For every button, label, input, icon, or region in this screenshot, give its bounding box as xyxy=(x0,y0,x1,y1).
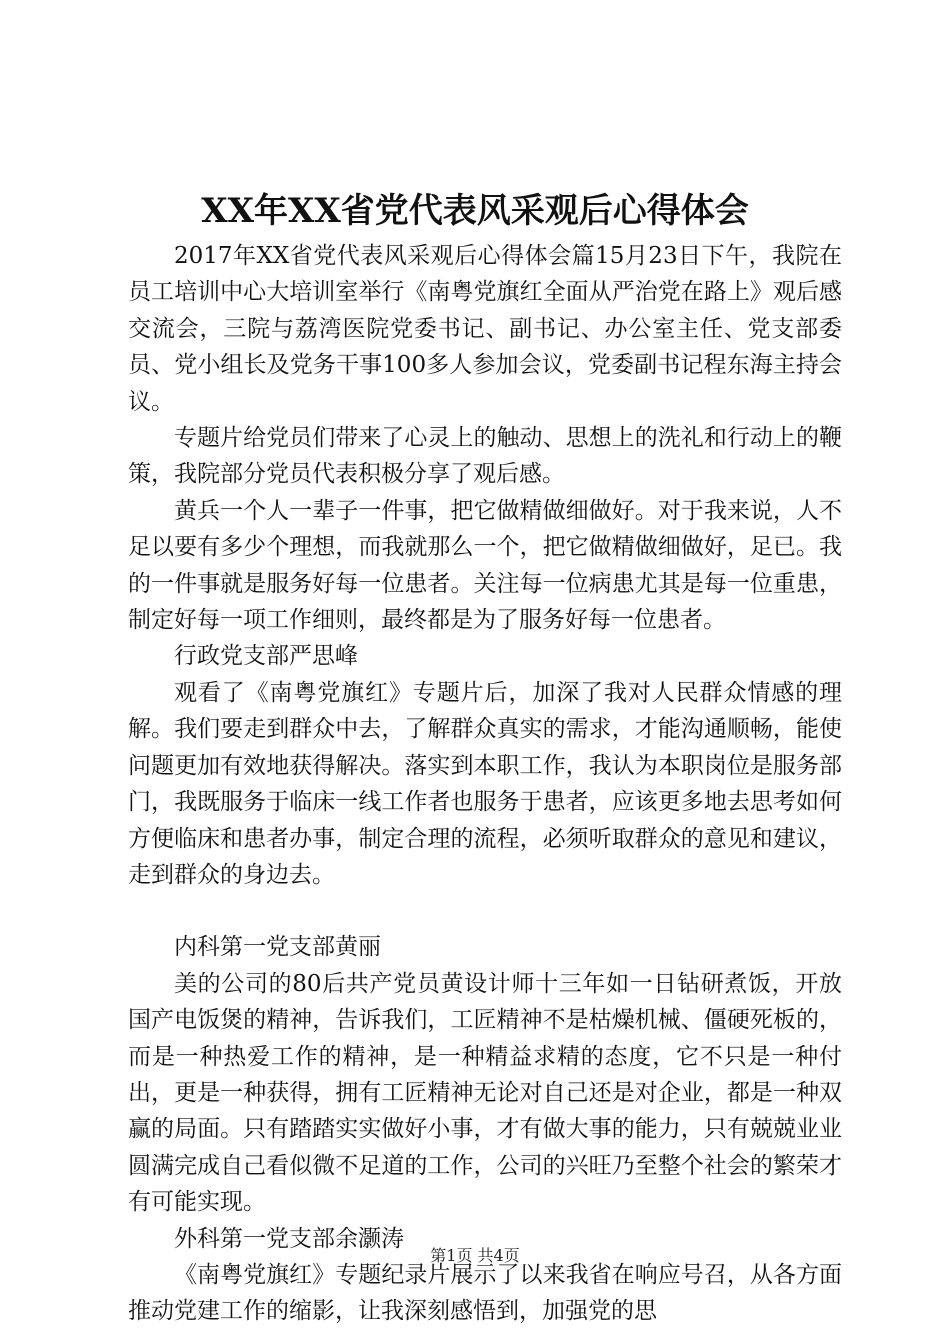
paragraph-huang-li: 美的公司的80后共产党员黄设计师十三年如一日钻研煮饭，开放国产电饭煲的精神，告诉我们，工匠精神不是枯燥机械、僵硬死板的，而是一种热爱工作的精神，是一种精益求精的态度，它不只是一种付出，更是一种获得，拥有工匠精神无论对自己还是对企业，都是一种双赢的局面。只有踏踏实实做好小事，才有做大事的能力，只有兢兢业业圆满完成自己看似微不足道的工作，公司的兴旺乃至整个社会的繁荣才有可能实现。 xyxy=(128,970,842,1216)
paragraph-intro: 2017年XX省党代表风采观后心得体会篇15月23日下午，我院在员工培训中心大培训室举行《南粤党旗红全面从严治党在路上》观后感交流会，三院与荔湾医院党委书记、副书记、办公室主任、党支部委员、党小组长及党务干事100多人参加会议，党委副书记程东海主持会议。 xyxy=(128,243,842,415)
paragraph-yu-haotao: 《南粤党旗红》专题纪录片展示了以来我省在响应号召，从各方面推动党建工作的缩影，让我深刻感悟到，加强党的思 xyxy=(128,1261,842,1325)
paragraph-yan-sifeng: 观看了《南粤党旗红》专题片后，加深了我对人民群众情感的理解。我们要走到群众中去，了解群众真实的需求，才能沟通顺畅，能使问题更加有效地获得解决。落实到本职工作，我认为本职岗位是服务部门，我既服务于临床一线工作者也服务于患者，应该更多地去思考如何方便临床和患者办事，制定合理的流程，必须听取群众的意见和建议，走到群众的身边去。 xyxy=(128,679,842,888)
paragraph-huang-bing: 黄兵一个人一辈子一件事，把它做精做细做好。对于我来说，人不足以要有多少个理想，而我就那么一个，把它做精做细做好，足已。我的一件事就是服务好每一位患者。关注每一位病患尤其是每一位重患，制定好每一项工作细则，最终都是为了服务好每一位患者。 xyxy=(128,497,842,634)
paragraph-author-yan-sifeng: 行政党支部严思峰 xyxy=(174,643,358,670)
paragraph-author-yu-haotao: 外科第一党支部余灏涛 xyxy=(174,1225,404,1252)
page-footer: 第1页 共4页 xyxy=(430,1246,520,1265)
document-title: XX年XX省党代表风采观后心得体会 xyxy=(201,191,749,231)
paragraph-author-huang-li: 内科第一党支部黄丽 xyxy=(174,934,381,961)
paragraph-summary: 专题片给党员们带来了心灵上的触动、思想上的洗礼和行动上的鞭策，我院部分党员代表积极分享了观后感。 xyxy=(128,425,842,488)
document-body xyxy=(128,238,842,1330)
